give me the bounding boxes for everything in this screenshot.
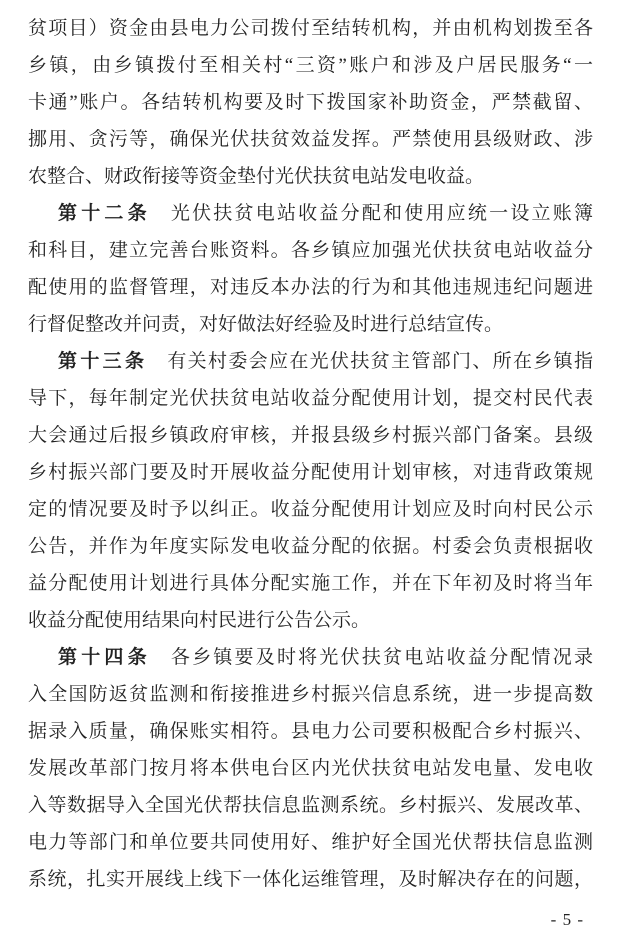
text-line: 系统，扎实开展线上线下一体化运维管理，及时解决存在的问题， xyxy=(28,869,593,890)
text-line: 配使用的监督管理，对违反本办法的行为和其他违规违纪问题进 xyxy=(28,277,593,298)
text-line: 乡镇，由乡镇拨付至相关村“三资”账户和涉及户居民服务“一 xyxy=(28,55,593,76)
text-line: 导下，每年制定光伏扶贫电站收益分配使用计划，提交村民代表 xyxy=(28,388,593,409)
article-number: 第十四条 xyxy=(58,647,151,668)
text-line: 乡村振兴部门要及时开展收益分配使用计划审核，对违背政策规 xyxy=(28,462,593,483)
article-number: 第十二条 xyxy=(58,203,151,224)
text-line: 定的情况要及时予以纠正。收益分配使用计划应及时向村民公示 xyxy=(28,499,593,520)
text-line: 农整合、财政衔接等资金垫付光伏扶贫电站发电收益。 xyxy=(28,166,485,187)
text-line: 卡通”账户。各结转机构要及时下拨国家补助资金，严禁截留、 xyxy=(28,92,593,113)
text-line: 入全国防返贫监测和衔接推进乡村振兴信息系统，进一步提高数 xyxy=(28,684,593,705)
text-line: 公告，并作为年度实际发电收益分配的依据。村委会负责根据收 xyxy=(28,536,593,557)
text-line: 据录入质量，确保账实相符。县电力公司要积极配合乡村振兴、 xyxy=(28,721,593,742)
text-line: 和科目，建立完善台账资料。各乡镇应加强光伏扶贫电站收益分 xyxy=(28,240,593,261)
text-line: 大会通过后报乡镇政府审核，并报县级乡村振兴部门备案。县级 xyxy=(28,425,593,446)
text-line: 挪用、贪污等，确保光伏扶贫效益发挥。严禁使用县级财政、涉 xyxy=(28,129,593,150)
text-line: 第十四条 各乡镇要及时将光伏扶贫电站收益分配情况录 xyxy=(58,647,593,668)
page-number: - 5 - xyxy=(550,910,584,929)
text-line: 第十三条 有关村委会应在光伏扶贫主管部门、所在乡镇指 xyxy=(58,351,593,372)
article-number: 第十三条 xyxy=(58,351,148,372)
text-line: 入等数据导入全国光伏帮扶信息监测系统。乡村振兴、发展改革、 xyxy=(28,795,593,816)
text-line: 电力等部门和单位要共同使用好、维护好全国光伏帮扶信息监测 xyxy=(28,832,593,853)
text-line: 贫项目）资金由县电力公司拨付至结转机构，并由机构划拨至各 xyxy=(28,18,593,39)
text-line: 益分配使用计划进行具体分配实施工作，并在下年初及时将当年 xyxy=(28,573,593,594)
text-line: 发展改革部门按月将本供电台区内光伏扶贫电站发电量、发电收 xyxy=(28,758,593,779)
text-line: 行督促整改并问责，对好做法好经验及时进行总结宣传。 xyxy=(28,314,504,335)
text-line: 第十二条 光伏扶贫电站收益分配和使用应统一设立账簿 xyxy=(58,203,593,224)
document-body xyxy=(28,10,593,898)
text-line: 收益分配使用结果向村民进行公告公示。 xyxy=(28,610,371,631)
